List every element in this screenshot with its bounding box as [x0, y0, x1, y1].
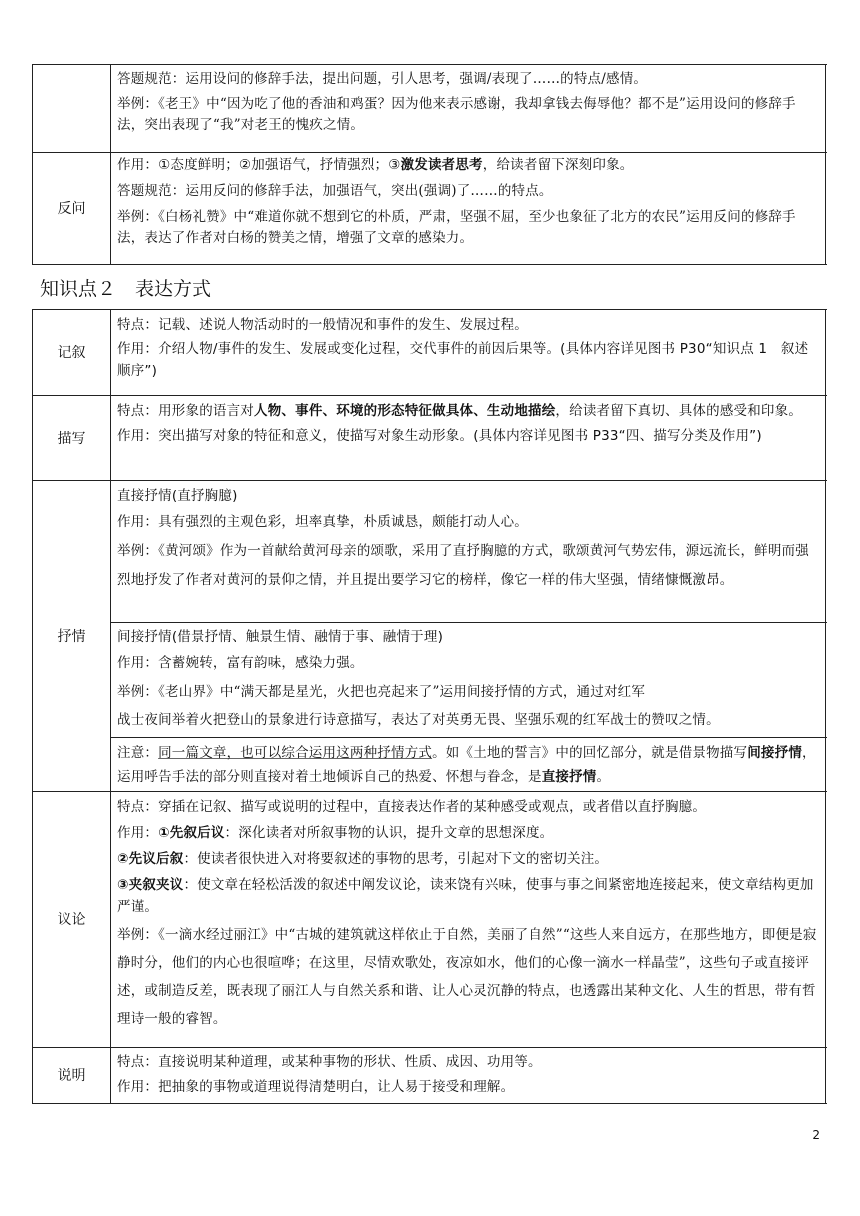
row-label-cell — [32, 309, 111, 395]
function-label: 作用： — [117, 157, 159, 173]
function-sep: ；② — [225, 157, 252, 173]
note-text: 。如《土地的誓言》中的回忆部分，就是借景物描写 — [432, 745, 748, 761]
argument-type-1-text: ：深化读者对所叙事物的认识，提升文章的思想深度。 — [224, 825, 554, 841]
example-label: 举例： — [117, 684, 159, 700]
function-label: 作用： — [117, 341, 159, 357]
table-border-bottom — [32, 264, 827, 265]
feature-label: 特点： — [117, 799, 159, 815]
example-text: 《一滴水经过丽江》中“古城的建筑就这样依止于自然，美丽了自然”“这些人来自远方，在那些地方，即便是寂静时分，他们的内心也很喧哗；在这里，尽情欢歌处，夜凉如水，他们的心像一滴水一样晶莹”，这些句子或直接评述，或制造反差，既表现了丽江人与自然关系和谐、让人心灵沉静的特点，也透露出某种文化、人生的哲思，带有哲理诗一般的睿智。 — [117, 927, 817, 1027]
indirect-lyric-title: 间接抒情 — [117, 629, 172, 645]
function-item-2: 加强语气 — [251, 157, 307, 173]
function-text: 介绍人物/事件的发生、发展或变化过程，交代事件的前因后果等。(具体内容详见图书 P30“知识点 1 叙述顺序”) — [117, 341, 809, 379]
row-label-exposition: 说明 — [57, 1068, 86, 1084]
function-item-1: ①态度鲜明 — [158, 157, 226, 173]
indirect-lyric-note: (借景抒情、触景生情、融情于事、融情于理) — [171, 629, 444, 645]
row-label-cell — [32, 64, 111, 152]
function-text: 含蓄婉转，富有韵味，感染力强。 — [158, 655, 364, 671]
function-sep: ，抒情强烈；③ — [306, 157, 401, 173]
example-label: 举例： — [117, 927, 159, 943]
note-underlined: 同一篇文章，也可以综合运用这两种抒情方式 — [158, 745, 433, 761]
function-label: 作用： — [117, 514, 159, 530]
function-label: 作用： — [117, 655, 159, 671]
argument-type-2-text: ：使读者很快进入对将要叙述的事物的思考，引起对下文的密切关注。 — [183, 851, 609, 867]
argument-type-2: ②先议后叙 — [117, 851, 184, 867]
feature-tail: ，给读者留下真切、具体的感受和印象。 — [555, 403, 803, 419]
example-label: 举例： — [117, 543, 159, 559]
example-label: 举例： — [117, 96, 159, 112]
example-text: 《老山界》中“满天都是星光，火把也亮起来了”运用间接抒情的方式，通过对红军 — [158, 684, 646, 700]
exposition-text — [117, 1051, 821, 1098]
row-label-description: 描写 — [57, 430, 86, 447]
lyric-direct-text — [117, 485, 821, 595]
spec-label: 答题规范： — [117, 183, 186, 199]
narration-text — [117, 314, 821, 382]
function-text: 具有强烈的主观色彩，坦率真挚，朴质诚恳，颇能打动人心。 — [158, 514, 529, 530]
page-number: 2 — [812, 1128, 820, 1142]
row-label-fanwen: 反问 — [57, 201, 86, 217]
function-tail: ，给读者留下深刻印象。 — [482, 157, 634, 173]
example-text-continued: 战士夜间举着火把登山的景象进行诗意描写，表达了对英勇无畏、坚强乐观的红军战士的赞叹之情。 — [117, 712, 720, 728]
row-label-cell — [32, 1047, 111, 1103]
feature-text: 记载、述说人物活动时的一般情况和事件的发生、发展过程。 — [158, 317, 529, 333]
note-emphasis-indirect: 间接抒情 — [747, 745, 803, 761]
note-end: 。 — [596, 769, 611, 785]
function-label: 作用： — [117, 825, 159, 841]
row-rhetorical-text — [117, 155, 821, 249]
example-text: 《老王》中“因为吃了他的香油和鸡蛋？因为他来表示感谢，我却拿钱去侮辱他？都不是”运用设问的修辞手法，突出表现了“我”对老王的愧疚之情。 — [117, 96, 796, 133]
spec-label: 答题规范： — [117, 71, 186, 87]
argument-type-3: ③夹叙夹议 — [117, 877, 184, 893]
argument-type-3-text: ：使文章在轻松活泼的叙述中阐发议论，读来饶有兴味，使事与事之间紧密地连接起来，使文章结构更加严谨。 — [117, 877, 814, 915]
feature-label: 特点： — [117, 317, 159, 333]
row-label-cell — [32, 395, 111, 480]
cell-divider — [110, 622, 827, 623]
spec-text: 运用反问的修辞手法，加强语气，突出(强调)了……的特点。 — [185, 183, 553, 199]
example-text: 《白杨礼赞》中“难道你就不想到它的朴质，严肃，坚强不屈，至少也象征了北方的农民”运用反问的修辞手法，表达了作者对白杨的赞美之情，增强了文章的感染力。 — [117, 209, 796, 246]
description-text — [117, 400, 821, 447]
function-item-3: 激发读者思考 — [400, 157, 483, 173]
row-label-cell — [32, 791, 111, 1047]
row-label-narration: 记叙 — [57, 345, 86, 361]
spec-text: 运用设问的修辞手法，提出问题，引人思考，强调/表现了……的特点/感情。 — [185, 71, 648, 87]
table-border-bottom — [32, 1103, 827, 1104]
function-label: 作用： — [117, 1079, 159, 1095]
note-label: 注意： — [117, 745, 159, 761]
function-text: 把抽象的事物或道理说得清楚明白，让人易于接受和理解。 — [158, 1079, 515, 1095]
feature-text: 直接说明某种道理，或某种事物的形状、性质、成因、功用等。 — [158, 1054, 542, 1070]
argument-type-1: ①先叙后议 — [158, 825, 225, 841]
row-label-cell — [32, 480, 111, 791]
lyric-note-text — [117, 741, 821, 789]
section-title: 知识点２ 表达方式 — [40, 278, 212, 300]
feature-emphasis: 人物、事件、环境的形态特征做具体、生动地描绘 — [254, 403, 556, 419]
direct-lyric-note: (直抒胸臆) — [171, 488, 238, 504]
function-label: 作用： — [117, 428, 159, 444]
direct-lyric-title: 直接抒情 — [117, 488, 172, 504]
note-text-continued: ，运用呼告手法的部分则直接对着土地倾诉自己的热爱、怀想与眷念，是 — [117, 745, 816, 785]
row-label-lyric: 抒情 — [57, 628, 86, 645]
note-emphasis-direct: 直接抒情 — [541, 769, 597, 785]
feature-label: 特点： — [117, 1054, 159, 1070]
row-label-cell — [32, 152, 111, 264]
feature-label: 特点： — [117, 403, 159, 419]
feature-text: 用形象的语言对 — [158, 403, 255, 419]
row-question-text — [117, 69, 821, 136]
example-text: 《黄河颂》作为一首献给黄河母亲的颂歌，采用了直抒胸臆的方式，歌颂黄河气势宏伟，源远流长，鲜明而强烈地抒发了作者对黄河的景仰之情，并且提出要学习它的榜样，像它一样的伟大坚强，情绪慷慨激昂。 — [117, 543, 809, 588]
feature-text: 穿插在记叙、描写或说明的过程中，直接表达作者的某种感受或观点，或者借以直抒胸臆。 — [158, 799, 707, 815]
lyric-indirect-text — [117, 626, 821, 734]
cell-divider — [110, 737, 827, 738]
row-label-argument: 议论 — [57, 912, 86, 928]
function-text: 突出描写对象的特征和意义，使描写对象生动形象。(具体内容详见图书 P33“四、描写分类及作用”) — [158, 428, 762, 444]
argument-text — [117, 796, 821, 1033]
example-label: 举例： — [117, 209, 159, 225]
